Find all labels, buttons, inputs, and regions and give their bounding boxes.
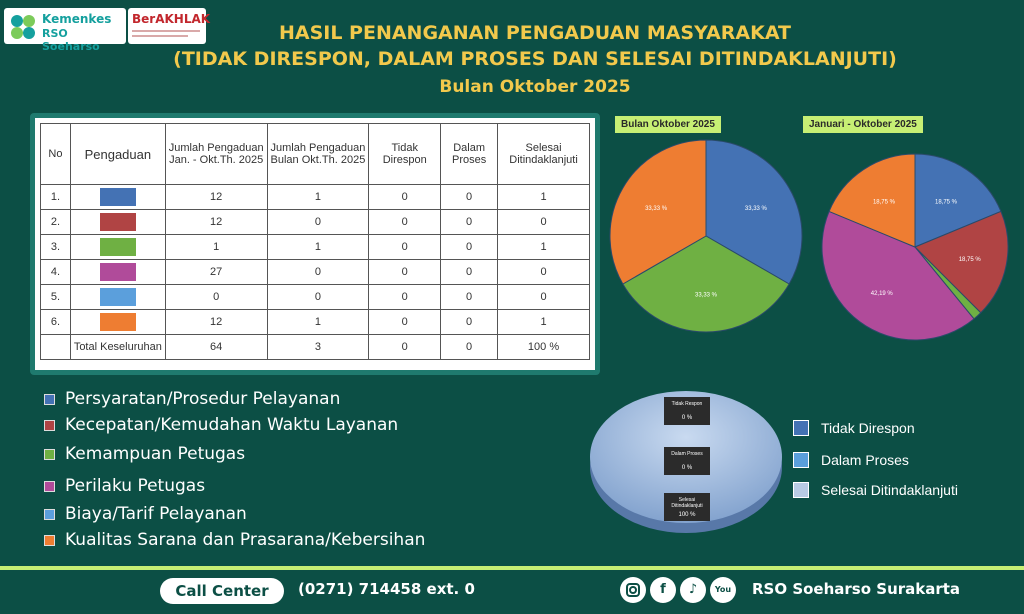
status-legend-label: Selesai Ditindaklanjuti: [821, 482, 958, 498]
cell-empty: [41, 335, 71, 360]
table-row: [41, 210, 590, 235]
total-jan-okt: 64: [165, 335, 267, 360]
cell-okt: 0: [267, 260, 369, 285]
category-swatch-cell: [70, 310, 165, 335]
cell-no: 2.: [41, 210, 71, 235]
table-row: [41, 310, 590, 335]
youtube-icon[interactable]: You: [710, 577, 736, 603]
cell-jan-okt: 12: [165, 210, 267, 235]
cell-tidak: 0: [369, 210, 441, 235]
table-header-row: [41, 124, 590, 185]
legend-label: Kecepatan/Kemudahan Waktu Layanan: [65, 415, 399, 435]
cell-selesai: 0: [498, 210, 590, 235]
cell-dalam: 0: [441, 260, 498, 285]
status-slice-value: 100 %: [678, 512, 696, 518]
total-selesai: 100 %: [498, 335, 590, 360]
total-dalam: 0: [441, 335, 498, 360]
status-slice-value: 0 %: [681, 465, 693, 471]
pie-slice-label: 18,75 %: [872, 199, 896, 206]
cell-tidak: 0: [369, 235, 441, 260]
footer-hospital-name: RSO Soeharso Surakarta: [752, 580, 961, 598]
complaints-table-card: [30, 113, 600, 375]
total-label: Total Keseluruhan: [70, 335, 165, 360]
pie-slice-label: 18,75 %: [934, 199, 958, 206]
legend-item: [44, 442, 245, 466]
legend-swatch: [44, 449, 55, 460]
status-slice-value: 0 %: [681, 415, 693, 421]
status-slice-name: Ditindaklanjuti: [671, 503, 703, 509]
cell-dalam: 0: [441, 235, 498, 260]
col-jan-okt: Jumlah Pengaduan Jan. - Okt.Th. 2025: [165, 124, 267, 185]
cell-selesai: 1: [498, 310, 590, 335]
pie-chart-jan-okt: [818, 110, 1018, 356]
status-legend-swatch: [793, 420, 809, 436]
legend-swatch: [44, 420, 55, 431]
legend-label: Biaya/Tarif Pelayanan: [65, 504, 247, 524]
legend-swatch: [44, 535, 55, 546]
legend-item: [44, 413, 398, 437]
table-total-row: [41, 335, 590, 360]
col-pengaduan: Pengaduan: [70, 124, 165, 185]
instagram-icon[interactable]: [620, 577, 646, 603]
cell-tidak: 0: [369, 185, 441, 210]
period-label: Bulan Oktober 2025: [439, 77, 631, 97]
cell-okt: 1: [267, 310, 369, 335]
cell-no: 4.: [41, 260, 71, 285]
status-legend-label: Dalam Proses: [821, 452, 909, 468]
legend-item: [44, 528, 425, 552]
table-row: [41, 235, 590, 260]
cell-dalam: 0: [441, 185, 498, 210]
pie-slice-label: 33,33 %: [694, 292, 718, 299]
status-legend-item: [793, 449, 909, 471]
pie-slice-label: 42,19 %: [870, 290, 893, 297]
total-tidak: 0: [369, 335, 441, 360]
cell-no: 1.: [41, 185, 71, 210]
status-legend-label: Tidak Direspon: [821, 420, 915, 436]
cell-dalam: 0: [441, 310, 498, 335]
legend-swatch: [44, 394, 55, 405]
cell-no: 3.: [41, 235, 71, 260]
cell-jan-okt: 1: [165, 235, 267, 260]
facebook-icon[interactable]: f: [650, 577, 676, 603]
status-legend-item: [793, 417, 915, 439]
complaints-table: [40, 123, 590, 360]
cell-selesai: 0: [498, 260, 590, 285]
cell-tidak: 0: [369, 260, 441, 285]
logo-berakhlak-text: BerAKHLAK: [132, 12, 211, 26]
category-swatch-cell: [70, 260, 165, 285]
status-slice-name: Selesai: [678, 497, 696, 503]
cell-okt: 0: [267, 210, 369, 235]
legend-label: Perilaku Petugas: [65, 476, 206, 496]
status-pie-chart: [588, 385, 784, 535]
legend-swatch: [44, 509, 55, 520]
legend-label: Persyaratan/Prosedur Pelayanan: [65, 389, 341, 409]
page-title: HASIL PENANGANAN PENGADUAN MASYARAKAT: [278, 22, 792, 44]
status-slice-name: Dalam Proses: [671, 451, 703, 457]
legend-label: Kemampuan Petugas: [65, 444, 246, 464]
table-row: [41, 260, 590, 285]
call-center-phone: (0271) 714458 ext. 0: [298, 580, 475, 598]
status-legend-item: [793, 479, 958, 501]
col-tidak-direspon: Tidak Direspon: [369, 124, 441, 185]
category-swatch-cell: [70, 185, 165, 210]
table-row: [41, 285, 590, 310]
legend-item: [44, 387, 340, 411]
status-slice-name: Tidak Respon: [671, 401, 703, 407]
category-swatch-cell: [70, 285, 165, 310]
footer-divider: [0, 566, 1024, 570]
status-legend-swatch: [793, 482, 809, 498]
call-center-button[interactable]: Call Center: [160, 578, 284, 604]
category-color-swatch: [100, 288, 136, 306]
category-swatch-cell: [70, 235, 165, 260]
kemenkes-mark-icon: [8, 12, 38, 42]
category-color-swatch: [100, 313, 136, 331]
status-legend-swatch: [793, 452, 809, 468]
cell-selesai: 1: [498, 185, 590, 210]
cell-okt: 0: [267, 285, 369, 310]
cell-okt: 1: [267, 185, 369, 210]
pie-chart-oktober: [608, 110, 814, 356]
category-color-swatch: [100, 188, 136, 206]
cell-jan-okt: 12: [165, 310, 267, 335]
cell-jan-okt: 27: [165, 260, 267, 285]
tiktok-icon[interactable]: ♪: [680, 577, 706, 603]
chart-title-oktober: Bulan Oktober 2025: [615, 116, 721, 133]
cell-okt: 1: [267, 235, 369, 260]
cell-tidak: 0: [369, 310, 441, 335]
table-row: [41, 185, 590, 210]
col-no: No: [41, 124, 71, 185]
legend-item: [44, 474, 205, 498]
legend-swatch: [44, 481, 55, 492]
logo-kemenkes-text: Kemenkes: [42, 12, 112, 26]
logo-hospital-text: RSO Soeharso: [42, 27, 100, 53]
cell-dalam: 0: [441, 210, 498, 235]
col-dalam-proses: Dalam Proses: [441, 124, 498, 185]
col-selesai: Selesai Ditindaklanjuti: [498, 124, 590, 185]
pie-slice-label: 33,33 %: [645, 206, 668, 213]
legend-label: Kualitas Sarana dan Prasarana/Kebersihan: [65, 530, 426, 550]
category-color-swatch: [100, 238, 136, 256]
category-color-swatch: [100, 213, 136, 231]
cell-jan-okt: 0: [165, 285, 267, 310]
col-okt: Jumlah Pengaduan Bulan Okt.Th. 2025: [267, 124, 369, 185]
page-subtitle: (TIDAK DIRESPON, DALAM PROSES DAN SELESAI DITINDAKLANJUTI): [173, 48, 897, 70]
cell-no: 6.: [41, 310, 71, 335]
cell-no: 5.: [41, 285, 71, 310]
total-okt: 3: [267, 335, 369, 360]
pie-slice-label: 18,75 %: [958, 256, 981, 263]
cell-selesai: 1: [498, 235, 590, 260]
kemenkes-logo: [4, 8, 126, 53]
cell-tidak: 0: [369, 285, 441, 310]
category-swatch-cell: [70, 210, 165, 235]
category-color-swatch: [100, 263, 136, 281]
legend-item: [44, 502, 247, 526]
pie-slice-label: 33,33 %: [744, 206, 767, 213]
cell-selesai: 0: [498, 285, 590, 310]
chart-title-jan-okt: Januari - Oktober 2025: [803, 116, 923, 133]
cell-jan-okt: 12: [165, 185, 267, 210]
cell-dalam: 0: [441, 285, 498, 310]
